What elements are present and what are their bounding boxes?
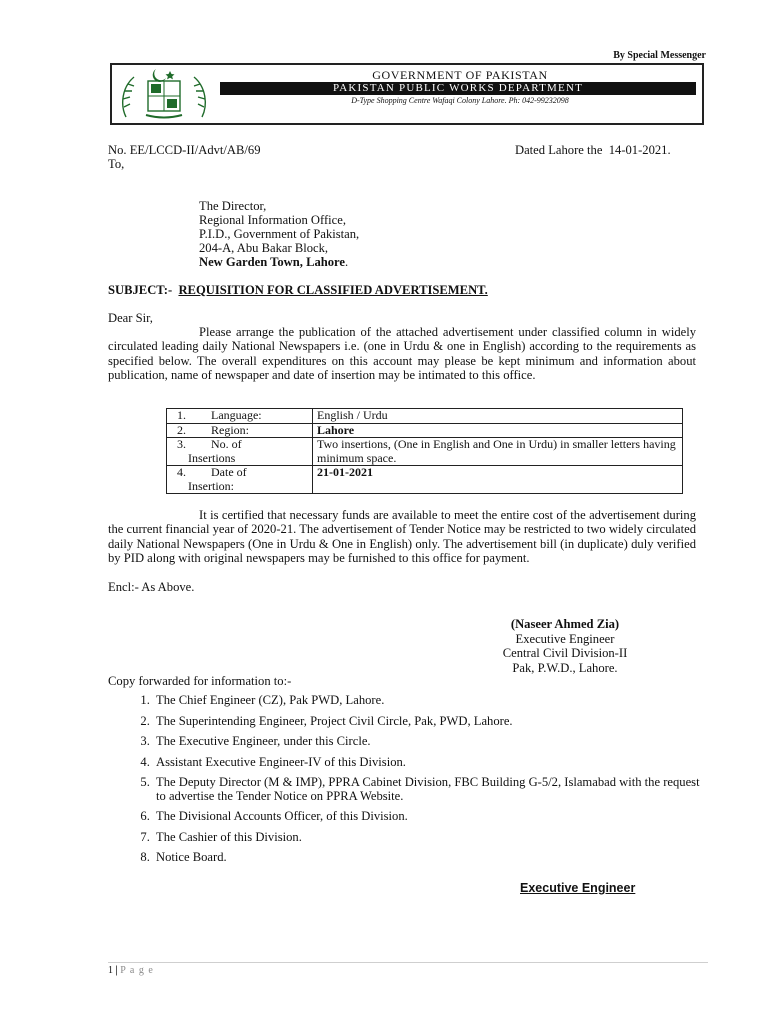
- list-item: 2. The Superintending Engineer, Project Civil Circle, Pak, PWD, Lahore.: [153, 715, 708, 729]
- signatory-designation: Executive Engineer: [515, 631, 615, 646]
- subject-line: [108, 283, 488, 297]
- delivery-note: By Special Messenger: [613, 50, 706, 61]
- recipient-line: The Director,: [199, 199, 267, 213]
- date-value: 14-01-2021.: [608, 143, 671, 157]
- letter-number: No. EE/LCCD-II/Advt/AB/69: [108, 143, 261, 157]
- row-label: No. of: [211, 437, 242, 451]
- dated-label: Dated Lahore the: [515, 143, 603, 157]
- row-number: 3.: [177, 437, 186, 451]
- list-item: 5. The Deputy Director (M & IMP), PPRA Cabinet Division, FBC Building G-5/2, Islamabad with the request to advertise the Tender Notice on PPRA Website.: [153, 776, 708, 803]
- requirement-value-cell: Two insertions, (One in English and One in Urdu) in smaller letters having minimum space.: [313, 438, 683, 466]
- recipient-dot: .: [345, 255, 349, 269]
- recipient-city-line: [199, 255, 359, 269]
- recipient-city: New Garden Town, Lahore: [199, 255, 346, 269]
- department-address: D-Type Shopping Centre Wafaqi Colony Lahore. Ph: 042-99232098: [351, 96, 569, 105]
- requirement-value-cell: Lahore: [313, 423, 683, 438]
- closing-signature: Executive Engineer: [520, 881, 636, 895]
- to-line: To,: [108, 157, 125, 171]
- row-label-continued: Insertions: [188, 450, 236, 465]
- list-item: 7. The Cashier of this Division.: [153, 831, 708, 845]
- recipient-line: 204-A, Abu Bakar Block,: [199, 241, 329, 255]
- letter-date: [515, 143, 671, 157]
- list-item: 8. Notice Board.: [153, 851, 708, 865]
- table-row: [167, 423, 683, 438]
- page-footer: [108, 964, 154, 978]
- state-emblem-icon: [118, 67, 210, 119]
- table-row: [167, 409, 683, 424]
- paragraph-certification: It is certified that necessary funds are available to meet the entire cost of the advertisement during the current financial year of 2020-21. The advertisement of Tender Notice may be restricted to two widely circulated daily National Newspapers (One in Urdu & One in English) only. The advertisement bill (in duplicate) duly verified by PID along with original newspapers may be furnished to this office for payment.: [108, 508, 696, 565]
- page-word: P a g e: [120, 965, 154, 976]
- list-item: 1. The Chief Engineer (CZ), Pak PWD, Lahore.: [153, 694, 708, 708]
- row-number: 1.: [177, 408, 186, 422]
- page-separator: |: [113, 965, 121, 976]
- requirements-table: [166, 408, 683, 494]
- salutation: Dear Sir,: [108, 311, 153, 325]
- list-item: 4. Assistant Executive Engineer-IV of this Division.: [153, 756, 708, 770]
- copy-list: [108, 694, 708, 865]
- signatory-office: Pak, P.W.D., Lahore.: [512, 660, 618, 675]
- subject-text: REQUISITION FOR CLASSIFIED ADVERTISEMENT.: [178, 283, 488, 297]
- list-item: 6. The Divisional Accounts Officer, of this Division.: [153, 810, 708, 824]
- requirement-label-cell: [167, 409, 313, 424]
- signatory-division: Central Civil Division-II: [502, 646, 628, 660]
- requirement-label-cell: [167, 438, 313, 466]
- row-label-continued: Insertion:: [188, 478, 234, 493]
- signatory-name: (Naseer Ahmed Zia): [510, 617, 620, 631]
- requirement-value-cell: English / Urdu: [313, 409, 683, 424]
- enclosure-note: Encl:- As Above.: [108, 580, 195, 594]
- government-title: GOVERNMENT OF PAKISTAN: [372, 68, 548, 82]
- table-row: [167, 438, 683, 466]
- recipient-address: [199, 199, 359, 269]
- requirement-label-cell: [167, 423, 313, 438]
- copy-heading: Copy forwarded for information to:-: [108, 674, 292, 688]
- row-label: Region:: [211, 422, 249, 437]
- row-number: 2.: [177, 422, 186, 437]
- requirement-label-cell: [167, 466, 313, 494]
- recipient-line: P.I.D., Government of Pakistan,: [199, 227, 360, 241]
- row-number: 4.: [177, 465, 186, 479]
- paragraph-request: Please arrange the publication of the attached advertisement under classified column in widely circulated leading daily National Newspapers i.e. (one in Urdu & one in English) according to the requirements as specified below. The overall expenditures on this account may please be kept minimum and information about publication, name of newspaper and date of insertion may be intimated to this office.: [108, 325, 696, 382]
- requirement-value-cell: 21-01-2021: [313, 466, 683, 494]
- recipient-line: Regional Information Office,: [199, 213, 346, 227]
- footer-divider: [108, 962, 708, 963]
- row-label: Language:: [211, 408, 262, 422]
- subject-label: SUBJECT:-: [108, 283, 173, 297]
- copy-list-wrapper: [108, 694, 708, 872]
- row-label: Date of: [211, 465, 247, 479]
- table-row: [167, 466, 683, 494]
- list-item: 3. The Executive Engineer, under this Circle.: [153, 735, 708, 749]
- page-number: 1: [108, 965, 113, 976]
- signature-block: [470, 617, 660, 675]
- department-title: PAKISTAN PUBLIC WORKS DEPARTMENT: [220, 82, 696, 95]
